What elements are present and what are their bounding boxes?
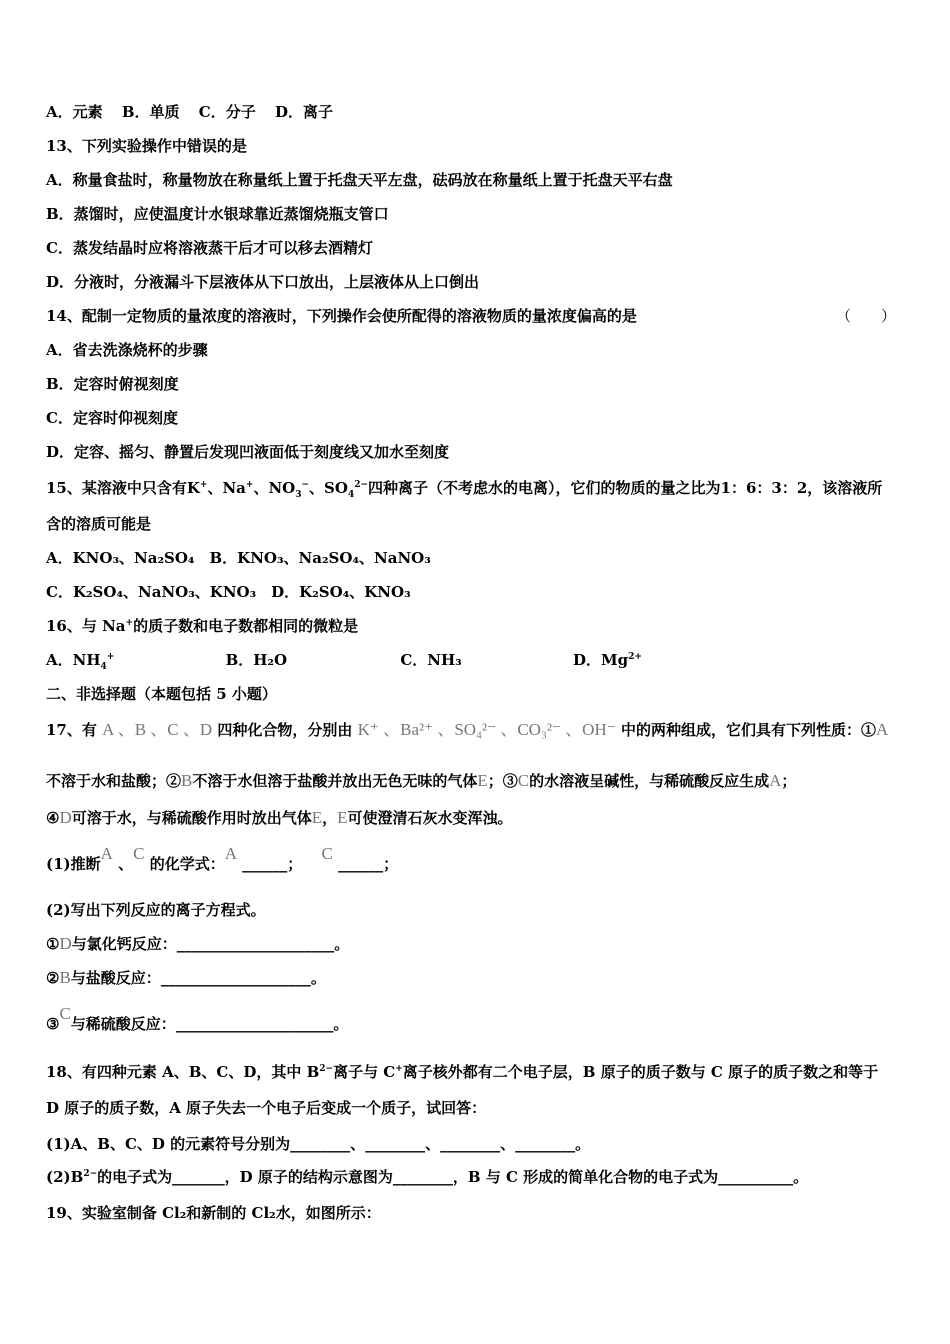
q18-part1: (1)A、B、C、D 的元素符号分别为________、________、________、________。 bbox=[46, 1135, 591, 1153]
q16-option-a: A．$NH_4^+$ bbox=[46, 651, 115, 672]
q12-option-a: A．元素 bbox=[46, 103, 103, 121]
q13-option-d: D．分液时，分液漏斗下层液体从下口放出，上层液体从上口倒出 bbox=[46, 273, 480, 291]
q18-stem: 18、有四种元素 A、B、C、D，其中 $B^{2-}$离子与 C+离子核外都有二个电子层，B 原子的质子数与 C 原子的质子数之和等于 bbox=[46, 1063, 879, 1081]
q14-option-a: A．省去洗涤烧杯的步骤 bbox=[46, 341, 208, 359]
q19-stem: 19、实验室制备 Cl₂和新制的 Cl₂水，如图所示： bbox=[46, 1204, 381, 1222]
q17-reaction-1: ①D与氯化钙反应：_____________________。 bbox=[46, 934, 350, 953]
q17-part1: (1)推断A 、C 的化学式：A ______； C ______； bbox=[46, 844, 399, 873]
q14-option-d: D．定容、摇匀、静置后发现凹液面低于刻度线又加水至刻度 bbox=[46, 443, 450, 461]
q17-ions: K⁺ 、Ba²⁺ 、SO₄²⁻ 、CO₃²⁻ 、OH⁻ bbox=[357, 720, 616, 739]
q16-option-c: C．NH₃ bbox=[400, 651, 462, 669]
q12-option-c: C．分子 bbox=[198, 103, 256, 121]
q12-options bbox=[46, 102, 333, 122]
q17-line3: ④D可溶于水，与稀硫酸作用时放出气体E，E可使澄清石灰水变浑浊。 bbox=[46, 808, 513, 827]
q15-options-ab: A．KNO₃、Na₂SO₄ B．KNO₃、Na₂SO₄、NaNO₃ bbox=[46, 549, 431, 567]
q13-option-a: A．称量食盐时，称量物放在称量纸上置于托盘天平左盘，砝码放在称量纸上置于托盘天平右盘 bbox=[46, 171, 673, 189]
q17-stem: 17、有 A 、B 、C 、D 四种化合物，分别由 K⁺ 、Ba²⁺ 、SO₄²⁻ 、CO₃²⁻ 、OH⁻ 中的两种组成，它们具有下列性质：①A bbox=[46, 720, 889, 739]
q14-option-c: C．定容时仰视刻度 bbox=[46, 409, 178, 427]
q17-reaction-2: ②B与盐酸反应：____________________。 bbox=[46, 968, 326, 987]
q17-part2: (2)写出下列反应的离子方程式。 bbox=[46, 901, 266, 919]
q16-options bbox=[46, 650, 642, 670]
q13-option-b: B．蒸馏时，应使温度计水银球靠近蒸馏烧瓶支管口 bbox=[46, 205, 389, 223]
q14-stem: 14、配制一定物质的量浓度的溶液时，下列操作会使所配得的溶液物质的量浓度偏高的是 bbox=[46, 307, 637, 325]
q13-stem: 13、下列实验操作中错误的是 bbox=[46, 137, 247, 155]
q17-line2: 不溶于水和盐酸；②B不溶于水但溶于盐酸并放出无色无味的气体E；③C的水溶液呈碱性，与稀硫酸反应生成A； bbox=[46, 771, 797, 790]
q14-answer-paren: （ ） bbox=[836, 307, 897, 325]
q16-option-d: D．$Mg^{2+}$ bbox=[572, 651, 642, 669]
q16-option-b: B．H₂O bbox=[225, 651, 288, 669]
q15-stem-line2: 含的溶质可能是 bbox=[46, 515, 152, 533]
q14-option-b: B．定容时俯视刻度 bbox=[46, 375, 179, 393]
q17-reaction-3: ③C与稀硫酸反应：_____________________。 bbox=[46, 1004, 349, 1033]
q15-stem: 15、某溶液中只含有K+、Na+、$NO_3^-$、$SO_4^{2-}$四种离子（不考虑水的电离），它们的物质的量之比为1：6：3：2，该溶液所 bbox=[46, 479, 883, 500]
section-heading: 二、非选择题（本题包括 5 小题） bbox=[46, 685, 277, 703]
q12-option-b: B．单质 bbox=[121, 103, 180, 121]
q18-stem-line2: D 原子的质子数，A 原子失去一个电子后变成一个质子，试回答： bbox=[46, 1099, 487, 1117]
q15-options-cd: C．K₂SO₄、NaNO₃、KNO₃ D．K₂SO₄、KNO₃ bbox=[46, 583, 411, 601]
q13-option-c: C．蒸发结晶时应将溶液蒸干后才可以移去酒精灯 bbox=[46, 239, 373, 257]
q12-option-d: D．离子 bbox=[274, 103, 333, 121]
q18-part2: $(2)B^{2-}$的电子式为_______，D 原子的结构示意图为________，B 与 C 形成的简单化合物的电子式为__________。 bbox=[46, 1168, 809, 1186]
q16-stem: 16、与 Na+的质子数和电子数都相同的微粒是 bbox=[46, 617, 359, 635]
q17-compounds: A 、B 、C 、D bbox=[102, 720, 213, 739]
